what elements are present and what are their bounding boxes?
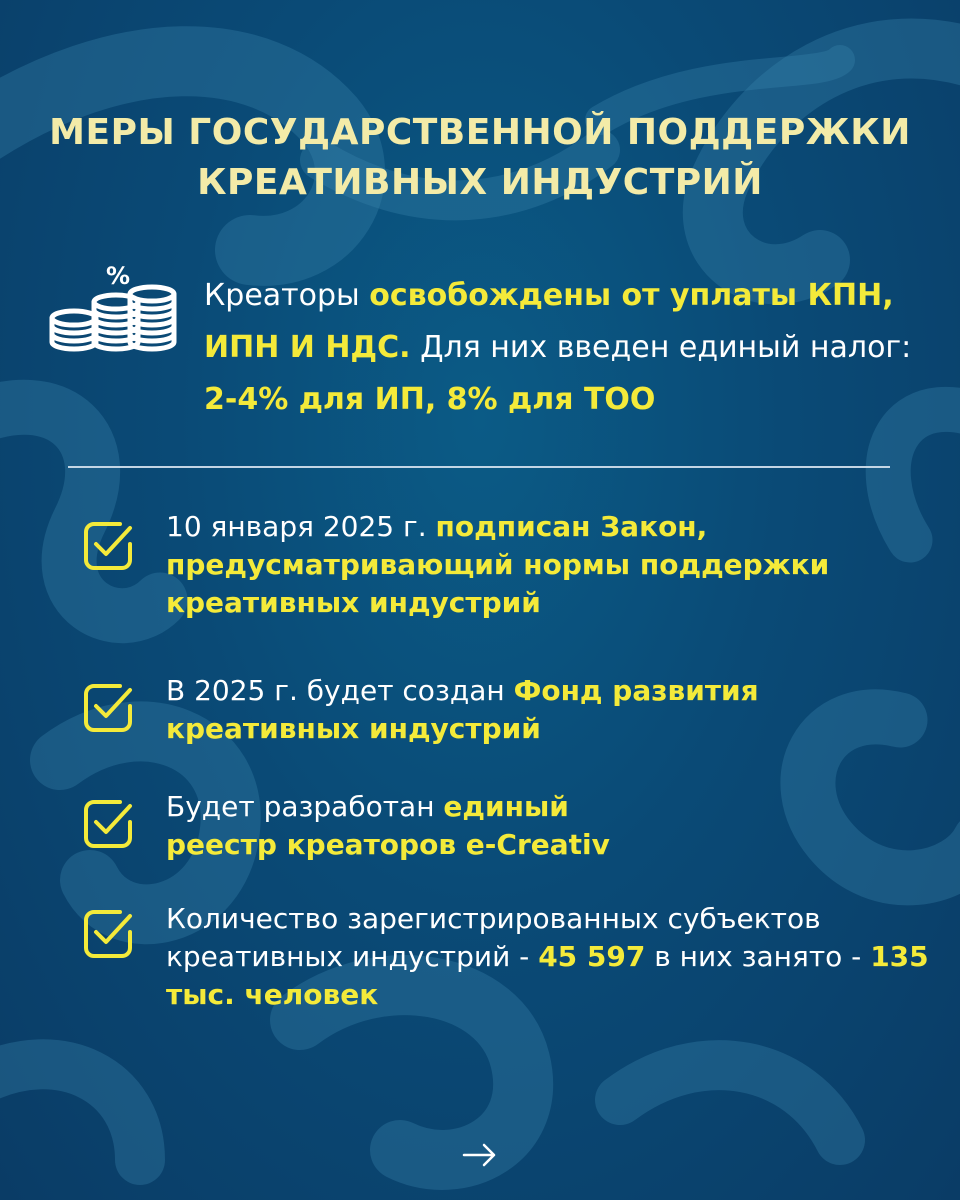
list-item-highlight: единый реестр креаторов e-Creativ <box>166 790 610 861</box>
page-title-line-1: МЕРЫ ГОСУДАРСТВЕННОЙ ПОДДЕРЖКИ <box>49 112 911 153</box>
list-item-text <box>166 508 926 622</box>
list-item-highlight-2: 135 тыс. человек <box>166 940 929 1011</box>
list-item-text <box>166 788 686 864</box>
page-title <box>0 108 960 208</box>
list-item-plain-2: в них занято - <box>645 940 871 973</box>
list-item-plain: В 2025 г. будет создан <box>166 674 514 707</box>
coins-percent-icon <box>48 262 178 362</box>
list-item-text <box>166 672 866 748</box>
list-item-text <box>166 900 936 1014</box>
tax-text-plain-2: Для них введен единый налог: <box>410 330 912 365</box>
arrow-right-icon[interactable] <box>462 1140 498 1170</box>
list-item-plain: Будет разработан <box>166 790 444 823</box>
checkbox-check-icon <box>80 680 136 736</box>
list-item-plain: Количество зарегистрированных субъектов креативных индустрий - <box>166 902 821 973</box>
list-item-plain: 10 января 2025 г. <box>166 510 436 543</box>
tax-text-highlight-2: 2-4% для ИП, 8% для ТОО <box>204 382 656 417</box>
checkbox-check-icon <box>80 796 136 852</box>
tax-text-plain-1: Креаторы <box>204 278 370 313</box>
checkbox-check-icon <box>80 906 136 962</box>
page-title-line-2: КРЕАТИВНЫХ ИНДУСТРИЙ <box>197 162 763 203</box>
list-item-highlight: Фонд развития креативных индустрий <box>166 674 759 745</box>
percent-glyph: % <box>106 262 131 290</box>
list-item-highlight: подписан Закон, предусматривающий нормы поддержки креативных индустрий <box>166 510 830 619</box>
tax-text-highlight-1: освобождены от уплаты КПН, ИПН И НДС. <box>204 278 894 365</box>
section-divider <box>68 466 890 468</box>
tax-paragraph <box>204 270 934 426</box>
checkbox-check-icon <box>80 518 136 574</box>
list-item-highlight: 45 597 <box>538 940 646 973</box>
